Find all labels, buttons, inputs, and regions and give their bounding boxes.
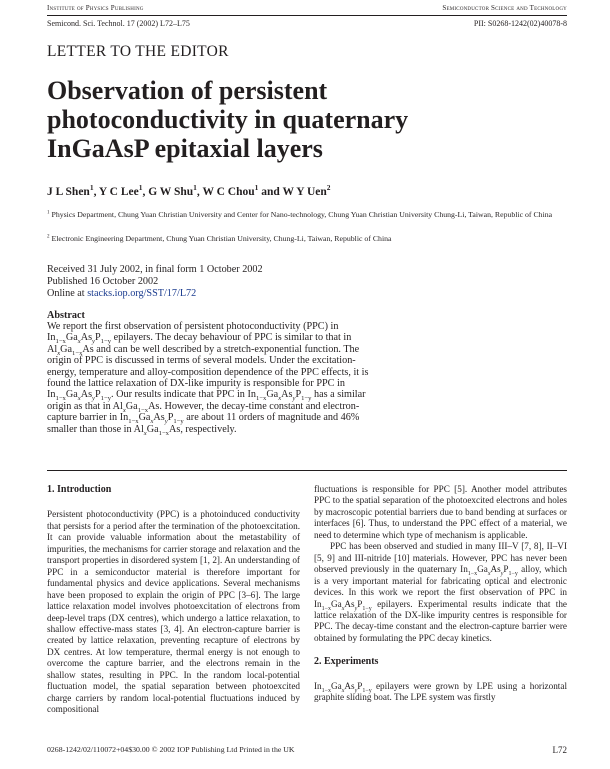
affiliation-mark: 1 — [47, 209, 50, 216]
journal-series: Institute of Physics Publishing — [47, 4, 144, 12]
pii: PII: S0268-1242(02)40078-8 — [473, 19, 567, 28]
page-footer — [47, 745, 567, 754]
author-name: W C Chou — [202, 186, 255, 198]
affiliation-text: Physics Department, Chung Yuan Christian University and Center for Nano-technology, Chung Yuan Christian University Chung-Li, Taiwan, Republic of China — [51, 210, 553, 219]
title-line-3: InGaAsP epitaxial layers — [47, 134, 323, 163]
page-number: L72 — [552, 745, 567, 755]
author-name: J L Shen — [47, 186, 90, 198]
author-list — [47, 183, 331, 198]
author-affiliation-mark: 1 — [138, 183, 143, 193]
author-separator: , — [93, 186, 99, 198]
author-affiliation-mark: 1 — [89, 183, 94, 193]
algaas-formula: $Al_xGa_{1-x}As$ — [47, 343, 94, 357]
affiliation-1 — [47, 210, 567, 221]
ingaasp-formula: $In_{1-x}Ga_xAs_yP_{1-y}$ — [119, 412, 184, 426]
ingaasp-formula: $In_{1-x}Ga_xAs_yP_{1-y}$ — [314, 598, 372, 612]
ingaasp-formula: $In_{1-x}Ga_xAs_yP_{1-y}$ — [314, 680, 372, 694]
publication-dates — [47, 264, 263, 299]
online-line — [47, 288, 263, 300]
author-name: W Y Uen — [282, 186, 327, 198]
header-rule — [47, 15, 567, 16]
author-affiliation-mark: 2 — [326, 183, 331, 193]
author-separator: and — [258, 186, 283, 198]
citation — [47, 19, 190, 28]
online-link[interactable]: stacks.iop.org/SST/17/L72 — [87, 287, 197, 299]
ingaasp-formula: $In_{1-x}Ga_xAs_yP_{1-y}$ — [47, 332, 112, 346]
algaas-formula: $Al_xGa_{1-x}As$ — [112, 400, 160, 414]
author-separator: , — [196, 186, 203, 198]
abstract-text: We report the first observation of persistent photoconductivity (PPC) in $In_{1-x}Ga_xAs_yP_{1-y}$ epilayers. The decay behaviour of PPC is similar to that in $Al_xGa_{1-x}As$ and can be well described by a stretch-exponential function. The origin of PPC is discussed in terms of several models. Under the excitation-energy, temperature and alloy-composition dependence of the PPC effects, it is found the lattice relaxation of DX-like impurity is responsible for PPC in $In_{1-x}Ga_xAs_yP_{1-y}$. Our results indicate that PPC in $In_{1-x}Ga_xAs_yP_{1-y}$ has a similar origin as that in $Al_xGa_{1-x}As$. However, the decay-time constant and electron-capture barrier in $In_{1-x}Ga_xAs_yP_{1-y}$ are about 11 orders of magnitude and 46% smaller than those in $Al_xGa_{1-x}As$, respectively. — [47, 321, 369, 437]
intro-paragraph-1: Persistent photoconductivity (PPC) is a photoinduced conductivity that persists for a period after the termination of the photoexcitation. It can provide valuable information about the metastability of impurities, the mechanisms for carrier storage and relaxation and the transport properties in disordered system [1, 2]. An understanding of PPC in a semiconductor material is therefore important for fundamental physics and device applications. Several mechanisms have been proposed to explain the origin of PPC [3–6]. The large lattice relaxation model involves photoexcitation of electrons from deep-level traps (DX centres), which undergo a lattice relaxation, to shallow effective-mass states [3, 4]. An electron-capture barrier is created by lattice relaxation, preventing recapture of electrons by DX centres. At low temperature, thermal energy is not enough to overcome the capture barrier, and the electrons remain in the shallow states, resulting in PPC. In the random local-potential fluctuation model, the spatial separation between photoexcited charge carriers by random local-potential fluctuations induced by compositional — [47, 509, 300, 715]
affiliation-text: Electronic Engineering Department, Chung Yuan Christian University, Chung-Li, Taiwan, Republic of China — [51, 234, 392, 243]
author-affiliation-mark: 1 — [193, 183, 197, 193]
author-affiliation-mark: 1 — [254, 183, 259, 193]
title-line-1: Observation of persistent — [47, 76, 328, 105]
published-date: Published 16 October 2002 — [47, 275, 159, 287]
experiments-paragraph-1: $In_{1-x}Ga_xAs_yP_{1-y}$ epilayers were grown by LPE using a horizontal graphite sliding boat. The LPE system was firstly — [314, 680, 567, 703]
ingaasp-formula: $In_{1-x}Ga_xAs_yP_{1-y}$ — [247, 389, 312, 403]
section-divider — [47, 470, 567, 471]
intro-heading: 1. Introduction — [47, 484, 112, 495]
received-date: Received 31 July 2002, in final form 1 October 2002 — [47, 264, 263, 275]
paper-title — [47, 76, 567, 163]
intro-paragraph-1-continued: fluctuations is responsible for PPC [5]. Another model attributes PPC to the spatial separation of the photoexcited electrons and holes by macroscopic potential barriers due to band bending at surfaces or interfaces [6]. Thus, to understand the PPC effect of a material, we need to determine which type of mechanism is applicable. — [314, 484, 567, 540]
experiments-heading: 2. Experiments — [314, 656, 379, 668]
intro-paragraph-2: PPC has been observed and studied in many III–V [7, 8], II–VI [5, 9] and III-nitride [10] materials. However, PPC has never been observed previously in the quaternary $In_{1-x}Ga_xAs_yP_{1-y}$ alloy, which is a very important material for fabricating optical and electronic devices. In this work we report the first observation of PPC in $In_{1-x}Ga_xAs_yP_{1-y}$ epilayers. Experimental results indicate that the lattice relaxation of the DX-like impurity centres is responsible for PPC. The decay-time constant and the electron-capture barrier were obtained by formulating the PPC decay kinetics. — [314, 541, 567, 643]
online-prefix: Online at — [47, 287, 88, 299]
author-name: Y C Lee — [98, 186, 139, 198]
author-separator: , — [142, 186, 149, 198]
abstract-heading: Abstract — [47, 310, 85, 321]
left-column — [47, 484, 300, 716]
algaas-formula: $Al_xGa_{1-x}As$ — [133, 423, 181, 437]
journal-name: Semiconductor Science and Technology — [442, 4, 567, 12]
footer-copyright: 0268-1242/02/110072+04$30.00 © 2002 IOP Publishing Ltd Printed in the UK — [47, 745, 295, 754]
section-type: LETTER TO THE EDITOR — [47, 43, 229, 60]
ingaasp-formula: $In_{1-x}Ga_xAs_yP_{1-y}$ — [460, 564, 518, 577]
citation-text: Semicond. Sci. Technol. 17 (2002) L72–L75 — [47, 19, 190, 28]
affiliation-mark: 2 — [47, 233, 50, 240]
affiliation-2 — [47, 234, 567, 245]
title-line-2: photoconductivity in quaternary — [47, 105, 409, 134]
author-name: G W Shu — [148, 186, 194, 198]
right-column — [314, 484, 567, 704]
ingaasp-formula: $In_{1-x}Ga_xAs_yP_{1-y}$ — [47, 389, 112, 403]
